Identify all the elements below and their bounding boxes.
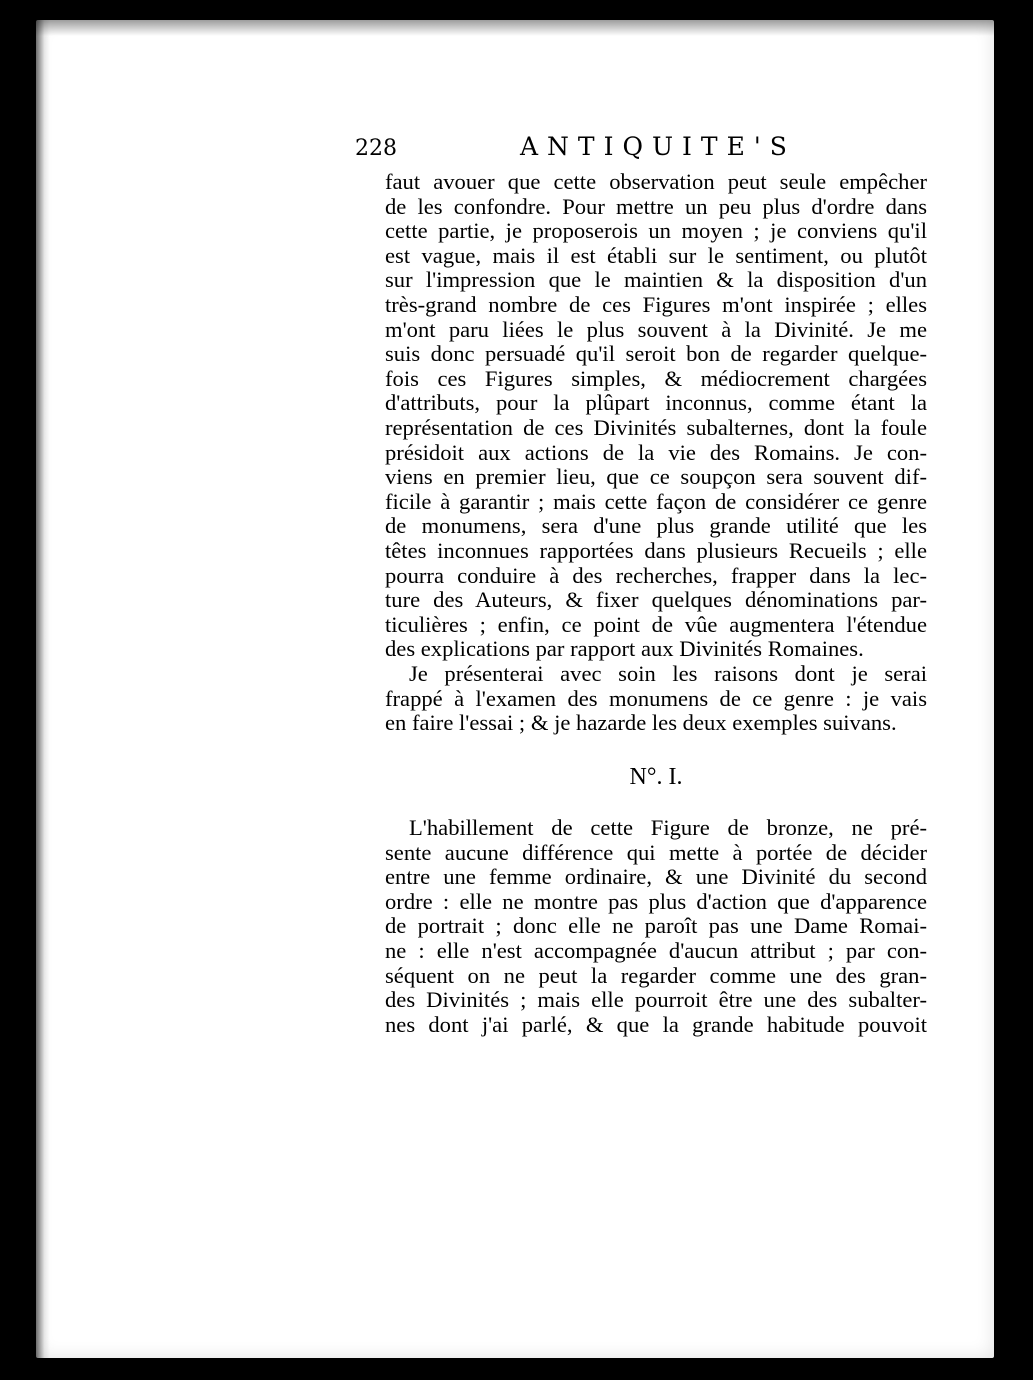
text-line: pourra conduire à des recherches, frapper dans la lec-	[385, 563, 927, 588]
text-line: sente aucune différence qui mette à portée de décider	[385, 840, 927, 865]
text-line: ne : elle n'est accompagnée d'aucun attribut ; par con-	[385, 938, 927, 963]
text-line: de portrait ; donc elle ne paroît pas une Dame Romai-	[385, 914, 927, 939]
text-line: sur l'impression que le maintien & la disposition d'un	[385, 268, 927, 293]
text-line: nes dont j'ai parlé, & que la grande habitude pouvoit	[385, 1012, 927, 1037]
text-line: Je présenterai avec soin les raisons dont je serai	[409, 662, 927, 686]
text-line: suis donc persuadé qu'il seroit bon de regarder quelque-	[385, 342, 927, 367]
paragraph-2	[385, 662, 927, 736]
text-line: fois ces Figures simples, & médiocrement chargées	[385, 366, 927, 391]
text-line: représentation de ces Divinités subalternes, dont la foule	[385, 415, 927, 440]
text-line: en faire l'essai ; & je hazarde les deux exemples suivans.	[385, 711, 897, 736]
paragraph-3	[385, 816, 927, 1037]
text-line: d'attributs, pour la plûpart inconnus, comme étant la	[385, 391, 927, 416]
text-line: est vague, mais il est établi sur le sentiment, ou plutôt	[385, 243, 927, 268]
text-line: séquent on ne peut la regarder comme une des gran-	[385, 963, 927, 988]
text-line: ficile à garantir ; mais cette façon de considérer ce genre	[385, 489, 927, 514]
text-line: ordre : elle ne montre pas plus d'action que d'apparence	[385, 889, 927, 914]
text-line: L'habillement de cette Figure de bronze, ne pré-	[409, 816, 927, 840]
page-header	[355, 132, 925, 166]
text-line: têtes inconnues rapportées dans plusieurs Recueils ; elle	[385, 538, 927, 563]
page-number: 228	[355, 136, 397, 161]
text-line: entre une femme ordinaire, & une Divinité du second	[385, 865, 927, 890]
text-line: présidoit aux actions de la vie des Romains. Je con-	[385, 440, 927, 465]
text-line: de les confondre. Pour mettre un peu plus d'ordre dans	[385, 194, 927, 219]
text-line: m'ont paru liées le plus souvent à la Divinité. Je me	[385, 317, 927, 342]
text-line: des explications par rapport aux Divinités Romaines.	[385, 637, 864, 662]
text-line: cette partie, je proposerois un moyen ; je conviens qu'il	[385, 219, 927, 244]
text-line: frappé à l'examen des monumens de ce genre : je vais	[385, 686, 927, 711]
paragraph-1	[385, 170, 927, 662]
text-line: de monumens, sera d'une plus grande utilité que les	[385, 514, 927, 539]
text-line: ture des Auteurs, & fixer quelques dénominations par-	[385, 588, 927, 613]
running-title: ANTIQUITE'S	[520, 132, 796, 161]
text-line: très-grand nombre de ces Figures m'ont inspirée ; elles	[385, 292, 927, 317]
text-line: faut avouer que cette observation peut seule empêcher	[385, 170, 927, 194]
section-heading: N°. I.	[629, 764, 683, 790]
text-line: ticulières ; enfin, ce point de vûe augmentera l'étendue	[385, 612, 927, 637]
text-line: des Divinités ; mais elle pourroit être une des subalter-	[385, 988, 927, 1013]
text-line: viens en premier lieu, que ce soupçon sera souvent dif-	[385, 465, 927, 490]
